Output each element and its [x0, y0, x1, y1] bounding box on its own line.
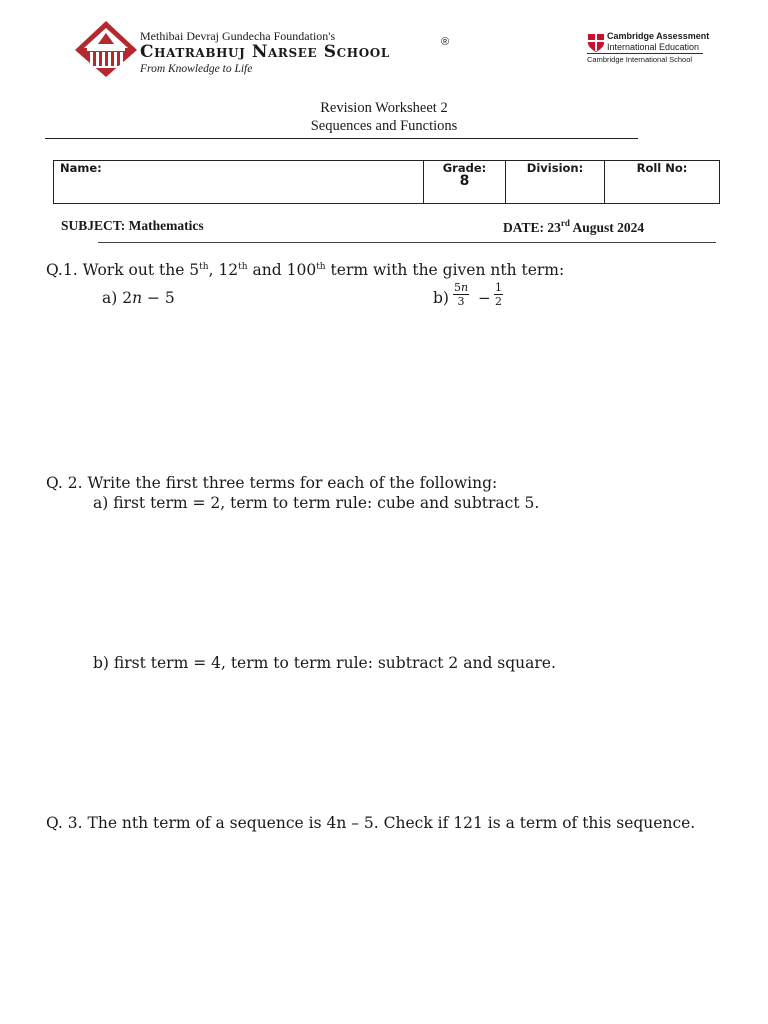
foundation-name: Methibai Devraj Gundecha Foundation's: [140, 29, 336, 43]
q1a-coefficient: 2: [122, 289, 133, 307]
grade-label: Grade:: [442, 161, 487, 175]
fraction-numerator: 1: [495, 281, 502, 294]
q1-ordinal: th: [238, 262, 248, 272]
fraction-denominator: 3: [457, 295, 465, 308]
school-name: Chatrabhuj Narsee School: [140, 42, 390, 62]
date-ordinal: rd: [560, 218, 570, 228]
title-divider: [45, 138, 638, 139]
international-education-label: International Education: [607, 42, 700, 52]
q1-text-part: , 12: [208, 261, 239, 279]
question-2a: a) first term = 2, term to term rule: cube and subtract 5.: [93, 494, 540, 512]
name-cell[interactable]: [54, 161, 424, 204]
school-tagline: From Knowledge to Life: [140, 63, 253, 75]
roll-no-label: Roll No:: [636, 161, 688, 175]
cambridge-assessment-label: Cambridge Assessment: [607, 31, 710, 41]
q1-text-part: Q.1. Work out the 5: [46, 261, 200, 279]
division-label: Division:: [526, 161, 584, 175]
q1a-constant: − 5: [142, 289, 175, 307]
grade-value: 8: [459, 173, 470, 189]
q1a-label: a): [102, 289, 123, 307]
school-logo: [74, 20, 138, 78]
q1a-variable: n: [132, 289, 143, 307]
question-1b-label: b): [433, 289, 449, 307]
q1-text-part: term with the given nth term:: [325, 261, 565, 279]
date-prefix: DATE: 23: [503, 220, 561, 235]
registered-mark: ®: [441, 36, 450, 48]
question-1a: [102, 289, 175, 307]
date-suffix: August 2024: [569, 220, 645, 235]
worksheet-title: Revision Worksheet 2: [320, 100, 448, 116]
student-info-table: [53, 160, 720, 204]
name-label: Name:: [60, 161, 102, 175]
q1b-fraction-1-over-2: [494, 281, 503, 309]
fraction-denominator: 2: [495, 295, 502, 308]
cambridge-school-label: Cambridge International School: [587, 55, 693, 64]
grade-cell: [424, 161, 506, 204]
cambridge-divider: [587, 53, 703, 54]
q1-ordinal: th: [316, 262, 326, 272]
cambridge-crest-icon: [587, 33, 605, 53]
subject-divider: [98, 242, 716, 243]
q1b-fraction-5n-over-3: [453, 281, 469, 309]
q1-text-part: and 100: [247, 261, 317, 279]
worksheet-subtitle: Sequences and Functions: [310, 118, 458, 134]
roll-no-cell[interactable]: [605, 161, 720, 204]
fraction-numerator: [453, 281, 469, 295]
subject-line: SUBJECT: Mathematics: [61, 218, 204, 233]
numerator-variable: n: [461, 281, 469, 294]
numerator-coefficient: 5: [454, 281, 461, 294]
date-line: [503, 218, 644, 236]
question-2b: b) first term = 4, term to term rule: subtract 2 and square.: [93, 654, 556, 672]
minus-sign: −: [478, 289, 491, 307]
division-cell[interactable]: [506, 161, 605, 204]
q1-ordinal: th: [199, 262, 209, 272]
question-3: Q. 3. The nth term of a sequence is 4n – 5. Check if 121 is a term of this sequence.: [46, 814, 696, 832]
question-2: Q. 2. Write the first three terms for each of the following:: [46, 474, 498, 492]
question-1: [46, 261, 564, 279]
